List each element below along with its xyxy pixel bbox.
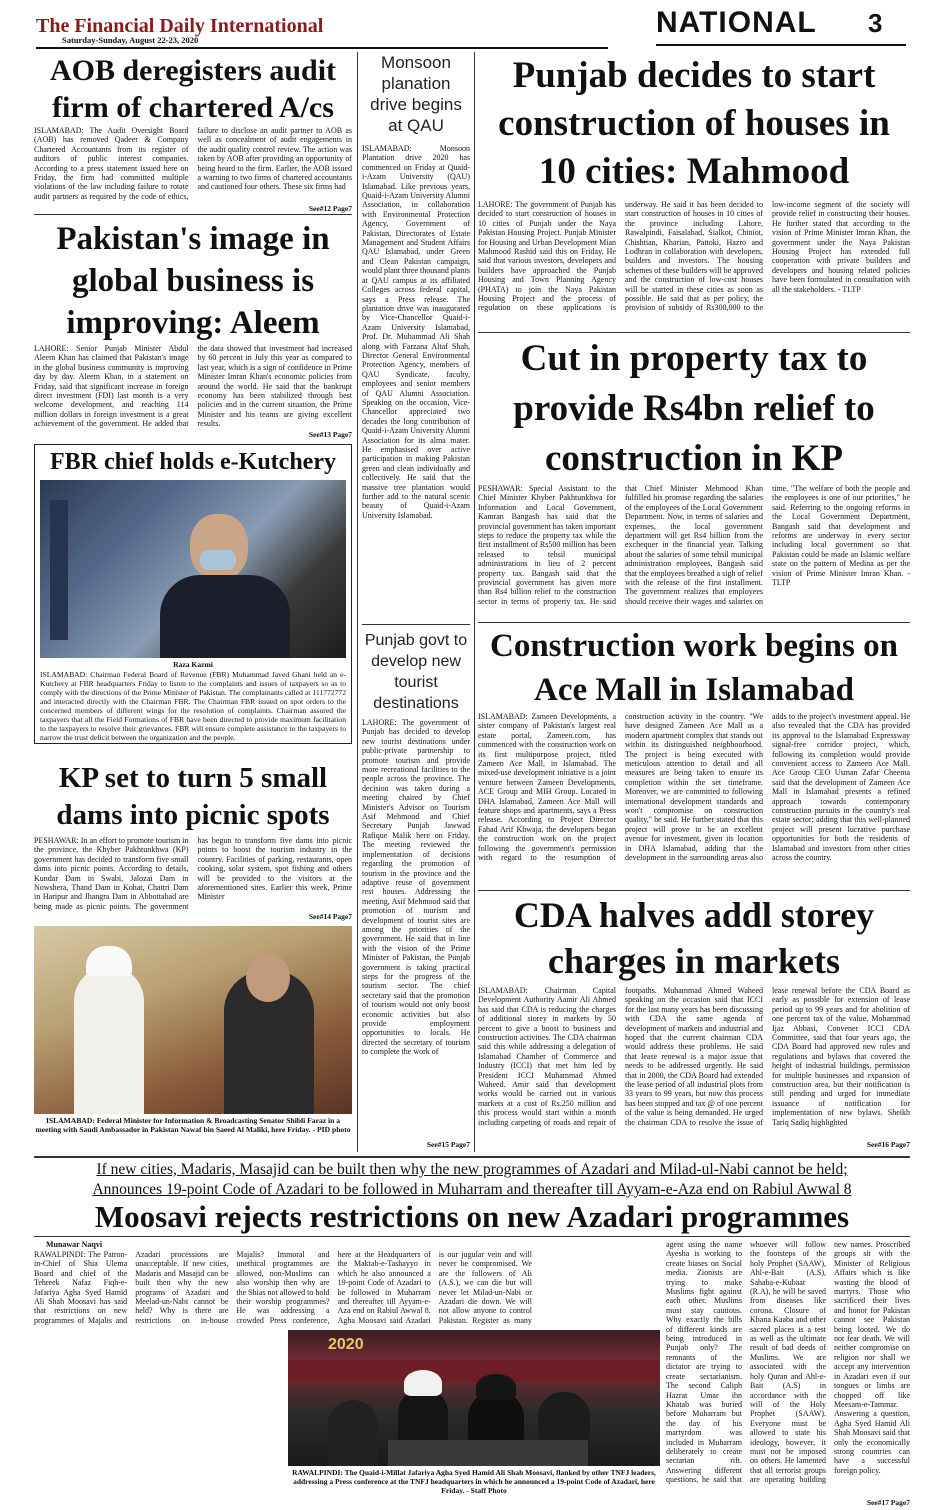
moosavi-kicker-2: Announces 19-point Code of Azadari to be followed in Muharram and thereafter till Ayyam-e-Aza end on Rabiul Awwal 8 [92, 1181, 852, 1198]
banner-shape [50, 500, 68, 640]
section-rule [656, 44, 906, 46]
aob-headline: AOB deregisters audit firm of chartered A/cs [49, 54, 337, 124]
shibli-photo [34, 926, 352, 1114]
tourist-body: LAHORE: The government of Punjab has decided to develop new tourist destinations under public-private partnership to promote tourism and provide more recreational facilities to the people across the province. The decision was taken during a meeting chaired by Chief Minister's Advisor on Tourism Asif Mehmood and Chief Secretary Punjab Jawwad Rafique Malik here on Friday. The meeting reviewed the implementation of decisions regarding the promotion of tourism in the province and the adaptive reuse of government rest houses. Addressing the meeting, Asif Mehmood said that promotion of tourism and development of tourist sites are among the priorities of the government. He said that in line with the vision of the Prime Minister of Pakistan, the Punjab government is taking practical steps for the progress of the tourism sector. The chief secretary said that the promotion of tourism would not only boost economic activities but also provide employment opportunities to locals. He directed the secretary of tourism to complete the work of [362, 718, 470, 1057]
moosavi-headline: Moosavi rejects restrictions on new Azadari programmes [94, 1199, 850, 1234]
headwear-shape [86, 946, 132, 976]
acemall-body: ISLAMABAD: Zameen Developments, a sister company of Pakistan's largest real estate portal, Zameen.com, has commenced with the construction work on its first multipurpose project, titled Zameen Ace Mall, in Islamabad. The mixed-use development initiative is a joint venture between Zameen Developments, ACE Group and MIH Group. Located in DHA Islamabad, Zameen Ace Mall will feature shops and apartments, says a Press release. According to Project Director Fahad Arif Khwaja, the developers began the construction work on the project following the government's permission with regard to the resumption of construction activity in the country. "We have designed Zameen Ace Mall as a modern apartment complex that stands out within its distinguished neighbourhood. The project is being executed with meticulous attention to detail and all measures are being taken to ensure its completion within the set timeframe. Moreover, we are committed to following international development standards and won't compromise on construction quality," he said. He further stated that this project will prove to be an excellent avenue for investment, given its location in DHA Islamabad, adding that the development in the surrounding areas also adds to the project's investment appeal. He also revealed that the CDA has provided its approval to the Islamabad Expressway signal-free corridor project, which, following its completion would provide convenient access to Zameen Ace Mall. Ace Group CEO Usman Zafar Cheema said that the development of Zameen Ace Mall in Islamabad presents a refined approach towards contemporary construction pursuits in the country's real estate sector; adding that this well-planned project will present lucrative purchase opportunities for both the residents of Islamabad and investors from other cities across the country. [478, 712, 910, 863]
divider [34, 214, 352, 215]
column-rule [357, 52, 358, 1152]
column-rule [474, 52, 475, 1152]
divider [478, 622, 910, 623]
fbr-photo-credit: Raza Kazmi [173, 660, 213, 669]
divider [478, 890, 910, 891]
person-figure [328, 1400, 378, 1466]
moosavi-body-left-lower [34, 1332, 282, 1508]
moosavi-body-right: agent using the name Ayesha is working to create biases on Social media. Zionists are trying to make Muslims fight against each other. Muslims must stay cautious. Why exactly the bills of different kinds are being introduced in Punjab only? The remnants of the dictator are trying to create sectarianism. The second Caliph Hazrat Umar ibn Khatab was buried before Muharram but the day of his martyrdom was included in Muharram deliberately to create sectarian rift. Answering different questions, he said that whoever will follow the footsteps of the holy Prophet (SAAW), Ahl-e-Bait (A.S), Sahaba-e-Kubaar (R.A), he will be saved from diseases like corona. Closure of Khana Kaaba and other sacred places is a test as well as the ultimate result of bad deeds of Muslims. We are associated with the holy Quran and Ahl-e-Bait (A.S) in accordance with the will of the Holy Prophet (SAAW). Everyone must be allowed to state his ideology, however, it must not be imposed on others. He lamented that all terrorist groups are operating building new names. Proscribed groups sit with the Minister of Religious Affairs which is like wasting the blood of martyrs. Those who sacrificed their lives and honor for Pakistan cannot see Pakistan being looted. We do not fear death. We will neither compromise on religion nor shall we accept any intervention in Azadari even if our tongues or limbs are chopped off like Meesam-e-Tammar. Answering a question, Agha Syed Hamid Ali Shah Moosavi said that only the economically strong countries can have a successful foreign policy. [666, 1240, 910, 1485]
proptax-headline: Cut in property tax to provide Rs4bn relief to construction in KP [513, 338, 875, 479]
kpdams-headline: KP set to turn 5 small dams into picnic spots [56, 762, 330, 831]
divider [34, 1236, 910, 1237]
moosavi-byline: Munawar Naqvi [45, 1240, 103, 1249]
tourist-headline: Punjab govt to develop new tourist destinations [364, 632, 468, 712]
section-rule [34, 1156, 910, 1158]
divider [362, 624, 470, 625]
moosavi-caption: RAWALPINDI: The Quaid-i-Millat Jafariya Agha Syed Hamid Ali Shah Moosavi, flanked by other TNFJ leaders, addressing a Press conference at the TNFJ headquarters in which he announced a 19-point Code of Azadari, here Friday. - Staff Photo [292, 1468, 656, 1495]
kpdams-body: PESHAWAR: In an effort to promote tourism in the province, the Khyber Pakhtunkhwa (KP) government has decided to transform five small dams into picnic points. According to details, Kundar Dam in Swabi, Jalozai Dam in Nowshera, Thand Dam in Kohat, Chattri Dam in Haripur and Jhangra Dam in Abbottabad are being made as picnic points. The government has begun to transform five dams into picnic points to boost the tourism industry in the country. Facilities of parking, restaurants, open cooking, solar system, spot fishing and others will be provided to the visitors at the aforementioned sites. Earlier this week, Prime Minister [34, 836, 352, 911]
moosavi-continuation: See#17 Page7 [866, 1498, 910, 1507]
moosavi-body-top: RAWALPINDI: The Patron-in-Chief of Shia Ulema Board and chief of the Tehreek Nafaz Fiqh-e-Jafariya Agha Syed Hamid Ali Shah Moosavi has said that restrictions on new programmes of Majalis and Azadari processions are unacceptable. If new cities, Madaris and Masajid can be built then why the new programs of Azadari and Meelad-un-Nabi cannot be held? Why is there are restrictions on in-house Majalis? Immoral and unethical programmes are allowed, non-Muslims can also worship then why are the Shias not allowed to hold their worship programmes? He was addressing a crowded Press conference, here at the Headquarters of the Maktab-e-Tashayyo in which he also announced a 19-point Code of Azadari to be followed in Muharram and thereafter till Ayyam-e-Aza end on Rabiul Awwal 8. Agha Moosavi said Azadari is our jugular vein and will never be compromised. We are the followers of Ali (A.S.), we can die but will never let Milad-un-Nabi or Azadari die down. We will not allow anyone to control Pakistan. Register as many [34, 1250, 532, 1325]
masthead-rule [36, 47, 608, 49]
person-suit [160, 575, 290, 658]
mask-shape [200, 550, 236, 570]
punjab-headline: Punjab decides to start construction of houses in 10 cities: Mahmood [498, 55, 890, 192]
kpdams-continuation: See#14 Page7 [308, 912, 352, 921]
moosavi-kicker-1: If new cities, Madaris, Masajid can be built then why the new programmes of Azadari and Milad-ul-Nabi cannot be held; [96, 1161, 848, 1178]
page-number: 3 [868, 8, 883, 38]
person-figure [190, 514, 248, 580]
acemall-headline: Construction work begins on Ace Mall in Islamabad [490, 628, 898, 708]
pakimage-headline: Pakistan's image in global business is improving: Aleem [56, 221, 330, 341]
masthead-date: Saturday-Sunday, August 22-23, 2020 [62, 35, 199, 45]
fbr-headline: FBR chief holds e-Kutchery [50, 449, 336, 475]
pakimage-continuation: See#13 Page7 [308, 430, 352, 439]
aob-body: ISLAMABAD: The Audit Oversight Board (AOB) has removed Qadeer & Company Chartered Accountants from its register of auditors of public interest companies. According to a press statement issued here on Friday, the firm had committed multiple violations of the law including failure to rotate audit partners as required by the code of ethics, failure to disclose an audit partner to AOB as well as concealment of audit engagements in the audit quality control review. The action was taken by AOB after providing an opportunity of being heard to the firm. Earlier, the AOB issued a warning to two firms of chartered accountants and cautioned four others. These six firms had [34, 126, 352, 201]
monsoon-headline: Monsoon planation drive begins at QAU [370, 53, 462, 135]
cda-continuation: See#16 Page7 [866, 1140, 910, 1149]
pakimage-body: LAHORE: Senior Punjab Minister Abdul Aleem Khan has claimed that Pakistan's image in the global business community is improving day by day. Aleem Khan, in a statement on Friday, said that significant increase in foreign direct investment (FDI) last month is a very welcome development, and reaching 114 million dollars in foreign investment is a great achievement of the government. He added that the data showed that investment had increased by 60 percent in July this year as compared to last year, which is a sign of confidence in Prime Minister Imran Khan's economic policies from around the world. He said that the bankrupt economy has been stabilized through best policies and in the current situation, the Prime Minister and his teams are giving excellent results. [34, 344, 352, 429]
tourist-continuation: See#15 Page7 [426, 1140, 470, 1149]
person-figure [74, 966, 144, 1114]
divider [478, 332, 910, 333]
punjab-body: LAHORE: The government of Punjab has decided to start construction of houses in 10 cities of Punjab under the Naya Pakistan Housing Project. Punjab Minister for Housing and Urban Development Mian Mahmood Rashid said this on Friday. He said that various investors, developers and builders have approached the Punjab Housing and Town Planning Agency (PHATA) to join the Naya Pakistan Housing Project and the process of regulation on these applications is underway. He said it has been decided to start construction of houses in 10 cities of the province including Lahore, Rawalpindi, Faisalabad, Sialkot, Chiniot, Chishtian, Kharian, Pattoki, Hazro and Lodhran in collaboration with developers, builders and investors. The housing schemes of these builders will be approved and the construction of low-cost houses will be started in these cities as soon as possible. He said that as per policy, the provision of subsidy of Rs300,000 to the low-income segment of the society will provide relief in constructing their houses. He further stated that according to the vision of Prime Minister Imran Khan, the government under the Naya Pakistan Housing Project has extended full cooperation with private builders and developers and housing related policies have been formulated in consultation with all the stakeholders. - TLTP [478, 200, 910, 313]
banner-year: 2020 [328, 1336, 364, 1353]
monsoon-body: ISLAMABAD: Monsoon Plantation drive 2020 has commenced on Friday at Quaid-i-Azam University (QAU) Islamabad. Like previous years, Quaid-i-Azam University Alumni Association, in collaboration with Environmental Protection Agency, Government of Pakistan, Directorates of Estate Management and Student Affairs QAU Islamabad, under Green and Clean Pakistan campaign, would plant three thousand plants at QAU campus at its affiliated Colleges across federal capital, says a Press release. The plantation drive was inaugurated by Vice-Chancellor Quaid-i-Azam University Islamabad, Prof. Dr. Muhammad Ali Shah along with Farzana Altaf Shah, Director General Environmental Protection Agency, members of QAU Syndicate, faculty, employees and senior members of QAU Alumni Association. Speaking on the occasion, Vice-Chancellor appreciated two decades the long contribution of Quaid-i-Azam University Alumni Association for its alma mater. He emphasised over active participation in making Pakistan green and clean individually and collectively. He said that the massive tree plantation would further add to the natural scenic beauty of Quaid-i-Azam University Islamabad. [362, 144, 470, 520]
proptax-body: PESHAWAR: Special Assistant to the Chief Minister Khyber Pakhtunkhwa for Information and Local Government, Kamran Bangash has said that the provincial government has taken important steps to reduce the property tax while the first installment of Rs500 million has been released to tehsil municipal administrations in lieu of 2 percent property tax. Bangash said that the provincial government has given more than Rs4 billion relief to the construction sector in terms of property tax. He said that Chief Minister Mehmood Khan fulfilled his promise regarding the salaries of the employees of the Local Government Department. Now, in terms of salaries and expenses, the local government department will get Rs4 billion from the exchequer in the financial year. Talking about the salaries of some tehsil municipal administration employees, Bangash said that the employees breathed a sigh of relief with the release of the first installment. The government realizes that employees should receive their wages and salaries on time. "The welfare of both the people and the employees is one of our priorities," he said. Referring to the ongoing reforms in the Local Government Department, Bangash said that development and reforms are underway in every sector including local government so that Pakistan could be made an Islamic welfare state on the pattern of Medina as per the vision of Prime Minister Imran Khan. - TLTP [478, 484, 910, 606]
person-head [246, 954, 290, 1002]
turban-shape [404, 1370, 442, 1396]
fbr-photo [40, 480, 346, 658]
shibli-caption: ISLAMABAD: Federal Minister for Information & Broadcasting Senator Shibli Faraz in a meeting with Saudi Ambassador in Pakistan Nawaf bin Saeed Al Maliki, here Friday. - PID photo [35, 1116, 351, 1134]
fbr-caption: ISLAMABAD: Chairman Federal Board of Revenue (FBR) Muhammad Javed Ghani held an e-Kutchery at FBR headquarters Friday to listen to the complaints and issues of taxpayers so as to comply with the directions of the Prime Minister of Pakistan. The complainants called at 111772772 and interacted directly with the Chairman FBR. The Chairman FBR issued on spot orders to the concerned members of different wings for the resolution of complaints. Chairman assured the taxpayers that all the Field Formations of FBR have been directed to provide maximum facilitation to the taxpayers to resolve their grievances. FBR will ensure complete assistance to the taxpayers to narrow the trust deficit between the organization and the people. [40, 670, 346, 742]
cda-headline: CDA halves addl storey charges in markets [513, 895, 875, 981]
aob-continuation: See#12 Page7 [308, 204, 352, 213]
turban-shape [476, 1374, 516, 1400]
cda-body: ISLAMABAD: Chairman Capital Development Authority Aamir Ali Ahmed has said that CDA is reducing the charges of additional storey in markets by 50 percent to give a boost to business and construction activities. The CDA chairman said this while addressing a delegation of Islamabad Chamber of Commerce and Industry (ICCI) that met him led by President ICCI Muhammad Ahmed Waheed. Amir said that development works would be carried out in various markets at a cost of Rs.250 million and this process would start within a month including carpeting of roads and repair of footpaths. Muhammad Ahmed Waheed speaking on the occasion said that ICCI for the last many years has been discussing with CDA the same agenda of development of markets and industrial and hoped that the current chairman CDA would address these problems. He said that lease renewal is a major issue that needs to be addressed urgently. He said that in 2000, the CDA Board had extended the lease period of all industrial plots from 33 years to 99 years, but now this process has been stopped and tax @ of one percent of the value is being demanded. He urged the chairman CDA to resolve the issue of lease renewal before the CDA Board as early as possible for extension of lease period up to 99 years and for abolition of one percent tax of the value. Mohammad Ijaz Abbasi, Convener ICCI CDA Committee, said that four years ago, the CDA Board had approved new rules and regulations and bylaws that covered the height of industrial buildings, permission for multiple businesses and expansion of construction area, but their notification is still pending and urged for immediate issuance of notification for implementation of new bylaws. Sheikh Tariq Sadiq highlighted [478, 986, 910, 1127]
section-label: NATIONAL [656, 6, 817, 39]
masthead-name: The Financial Daily International [36, 15, 324, 37]
